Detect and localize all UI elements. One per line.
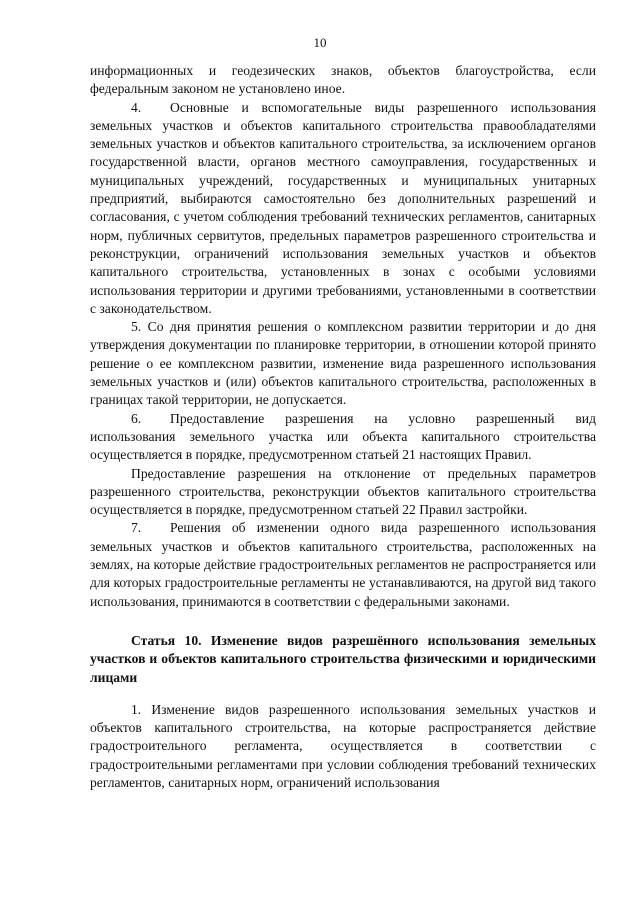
paragraph-deviation-permit: Предоставление разрешения на отклонение от предельных параметров разрешенного строительства, реконструкции объектов капитального строительства осуществляется в порядке, предусмотренном статьей 22 Правил застройки.: [90, 465, 596, 518]
article-paragraph-1: 1. Изменение видов разрешенного использования земельных участков и объектов капитального строительства, на которые распространяется действие градостроительного регламента, осуществляется в соответствии с градостроительными регламентами при условии соблюдения требований технических регламентов, санитарных норм, ограничений использования: [90, 701, 596, 790]
item-number: 7.: [131, 520, 142, 536]
paragraph-item-6: [90, 410, 596, 465]
item-number: 4.: [131, 99, 142, 115]
paragraph-text: Предоставление разрешения на условно разрешенный вид использования земельного участка или объекта капитального строительства осуществляется в порядке, предусмотренном статьей 21 настоящих Правил.: [90, 410, 596, 463]
page-content: [90, 62, 596, 792]
article-heading: Статья 10. Изменение видов разрешённого использования земельных участков и объектов капитального строительства физическими и юридическими лицами: [90, 632, 596, 685]
paragraph-text: Основные и вспомогательные виды разрешенного использования земельных участков и объектов капитального строительства правообладателями земельных участков и объектов капитального строительства, за исключением органов государственной власти, органов местного самоуправления, государственных и муниципальных учреждений, государственных и муниципальных унитарных предприятий, выбираются самостоятельно без дополнительных разрешений и согласования, с учетом соблюдения требований технических регламентов, санитарных норм, публичных сервитутов, предельных параметров разрешенного строительства и реконструкции, ограничений использования земельных участков и объектов капитального строительства, установленных в зонах с особыми условиями использования территории и другими требованиями, установленными в соответствии с законодательством.: [90, 99, 596, 316]
paragraph-item-7: [90, 519, 596, 610]
paragraph-text: Решения об изменении одного вида разрешенного использования земельных участков и объектов капитального строительства, расположенных на землях, на которые действие градостроительных регламентов не распространяется или для которых градостроительные регламенты не устанавливаются, на другой вид такого использования, принимаются в соответствии с федеральными законами.: [90, 520, 596, 609]
page-number: 10: [313, 35, 327, 50]
paragraph-item-4: [90, 99, 596, 319]
item-number: 6.: [131, 410, 142, 426]
paragraph-item-5: 5. Со дня принятия решения о комплексном развитии территории и до дня утверждения документации по планировке территории, в отношении которой принято решение о ее комплексном развитии, изменение вида разрешенного использования земельных участков и (или) объектов капитального строительства, расположенных в границах такой территории, не допускается.: [90, 319, 596, 408]
paragraph-continuation: информационных и геодезических знаков, объектов благоустройства, если федеральным законом не установлено иное.: [90, 63, 596, 97]
